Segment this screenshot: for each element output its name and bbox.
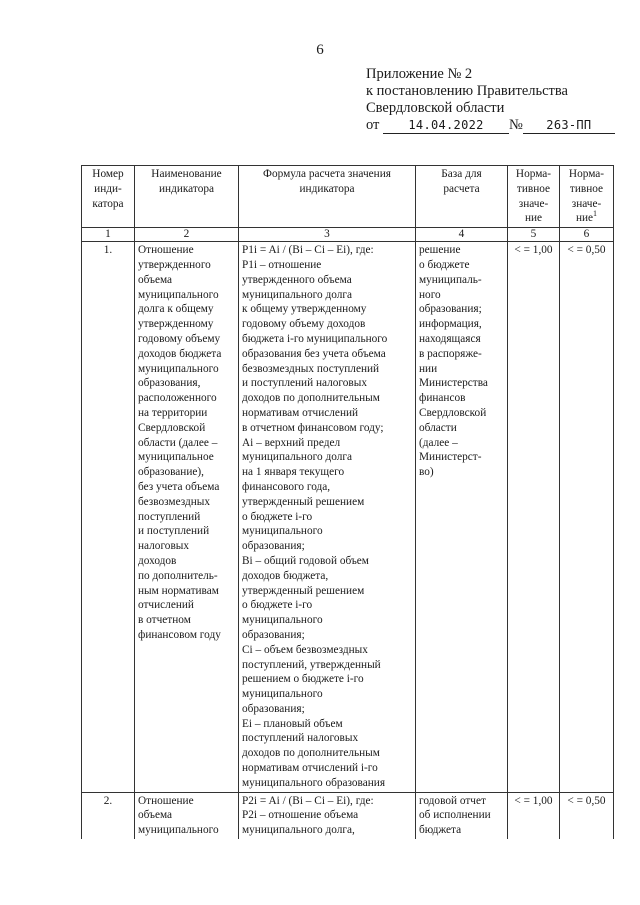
appendix-title: Приложение № 2	[366, 66, 473, 82]
header-base: База для расчета	[416, 166, 508, 228]
indicator-norm2: < = 0,50	[560, 242, 614, 792]
indicator-norm1: < = 1,00	[508, 792, 560, 839]
col-number-4: 4	[416, 228, 508, 242]
indicator-base: решение о бюджете муниципаль- ного образования; информация, находящаяся в распоряже- нии Министерства финансов Свердловской области (далее – Министерст- во)	[416, 242, 508, 792]
indicator-formula-cell	[239, 792, 416, 839]
appendix-block	[366, 66, 615, 134]
appendix-line-resolution: к постановлению Правительства	[366, 83, 568, 99]
header-name: Наименование индикатора	[135, 166, 239, 228]
resolution-date: 14.04.2022	[383, 118, 509, 134]
header-norm2-footnote: 1	[593, 209, 598, 219]
column-number-row	[82, 228, 614, 242]
col-number-1: 1	[82, 228, 135, 242]
number-label: №	[509, 117, 523, 133]
header-norm2: Норма- тивное значе- ние	[568, 168, 605, 225]
appendix-line-region: Свердловской области	[366, 100, 505, 116]
indicator-formula: P1i = Ai / (Bi – Ci – Ei), где: P1i – отношение утвержденного объема муниципального долга к общему утвержденному годовому объему доходов бюджета i-го муниципального образования без учета объема безвозмездных поступлений и поступлений налоговых доходов по дополнительным нормативам отчислений в отчетном финансовом году; Ai – верхний предел муниципального долга на 1 января текущего финансового года, утвержденный решением о бюджете i-го муниципального образования; Bi – общий годовой объем доходов бюджета, утвержденный решением о бюджете i-го муниципального образования; Ci – объем безвозмездных поступлений, утвержденный решением о бюджете i-го муниципального образования; Ei – плановый объем поступлений налоговых доходов по дополнительным нормативам отчислений i-го муниципального образования	[239, 242, 416, 792]
indicator-number: 1.	[82, 242, 135, 792]
table-row	[82, 792, 614, 839]
indicator-norm2: < = 0,50	[560, 792, 614, 839]
page-number: 6	[316, 42, 324, 58]
header-norm2-cell	[560, 166, 614, 228]
col-number-2: 2	[135, 228, 239, 242]
indicator-table	[81, 165, 614, 839]
indicator-norm1: < = 1,00	[508, 242, 560, 792]
table-row	[82, 242, 614, 792]
resolution-number: 263-ПП	[523, 118, 615, 134]
indicator-base-cell	[416, 792, 508, 839]
header-norm1: Норма- тивное значе- ние	[508, 166, 560, 228]
indicator-name: Отношение утвержденного объема муниципального долга к общему утвержденному годовому объему доходов бюджета муниципального образования, расположенного на территории Свердловской области (далее – муниципальное образование), без учета объема безвозмездных поступлений и поступлений налоговых доходов по дополнитель- ным нормативам отчислений в отчетном финансовом году	[135, 242, 239, 792]
col-number-3: 3	[239, 228, 416, 242]
table-header-row	[82, 166, 614, 228]
col-number-5: 5	[508, 228, 560, 242]
indicator-number: 2.	[82, 792, 135, 839]
appendix-date-number-line	[366, 117, 615, 134]
header-formula: Формула расчета значения индикатора	[239, 166, 416, 228]
indicator-formula: P2i = Ai / (Bi – Ci – Ei), где: P2i – отношение объема муниципального долга,	[242, 794, 374, 837]
indicator-base: годовой отчет об исполнении бюджета	[419, 794, 491, 837]
indicator-name-cell	[135, 792, 239, 839]
from-label: от	[366, 117, 380, 133]
indicator-name: Отношение объема муниципального	[138, 794, 219, 837]
col-number-6: 6	[560, 228, 614, 242]
header-number: Номер инди- катора	[82, 166, 135, 228]
